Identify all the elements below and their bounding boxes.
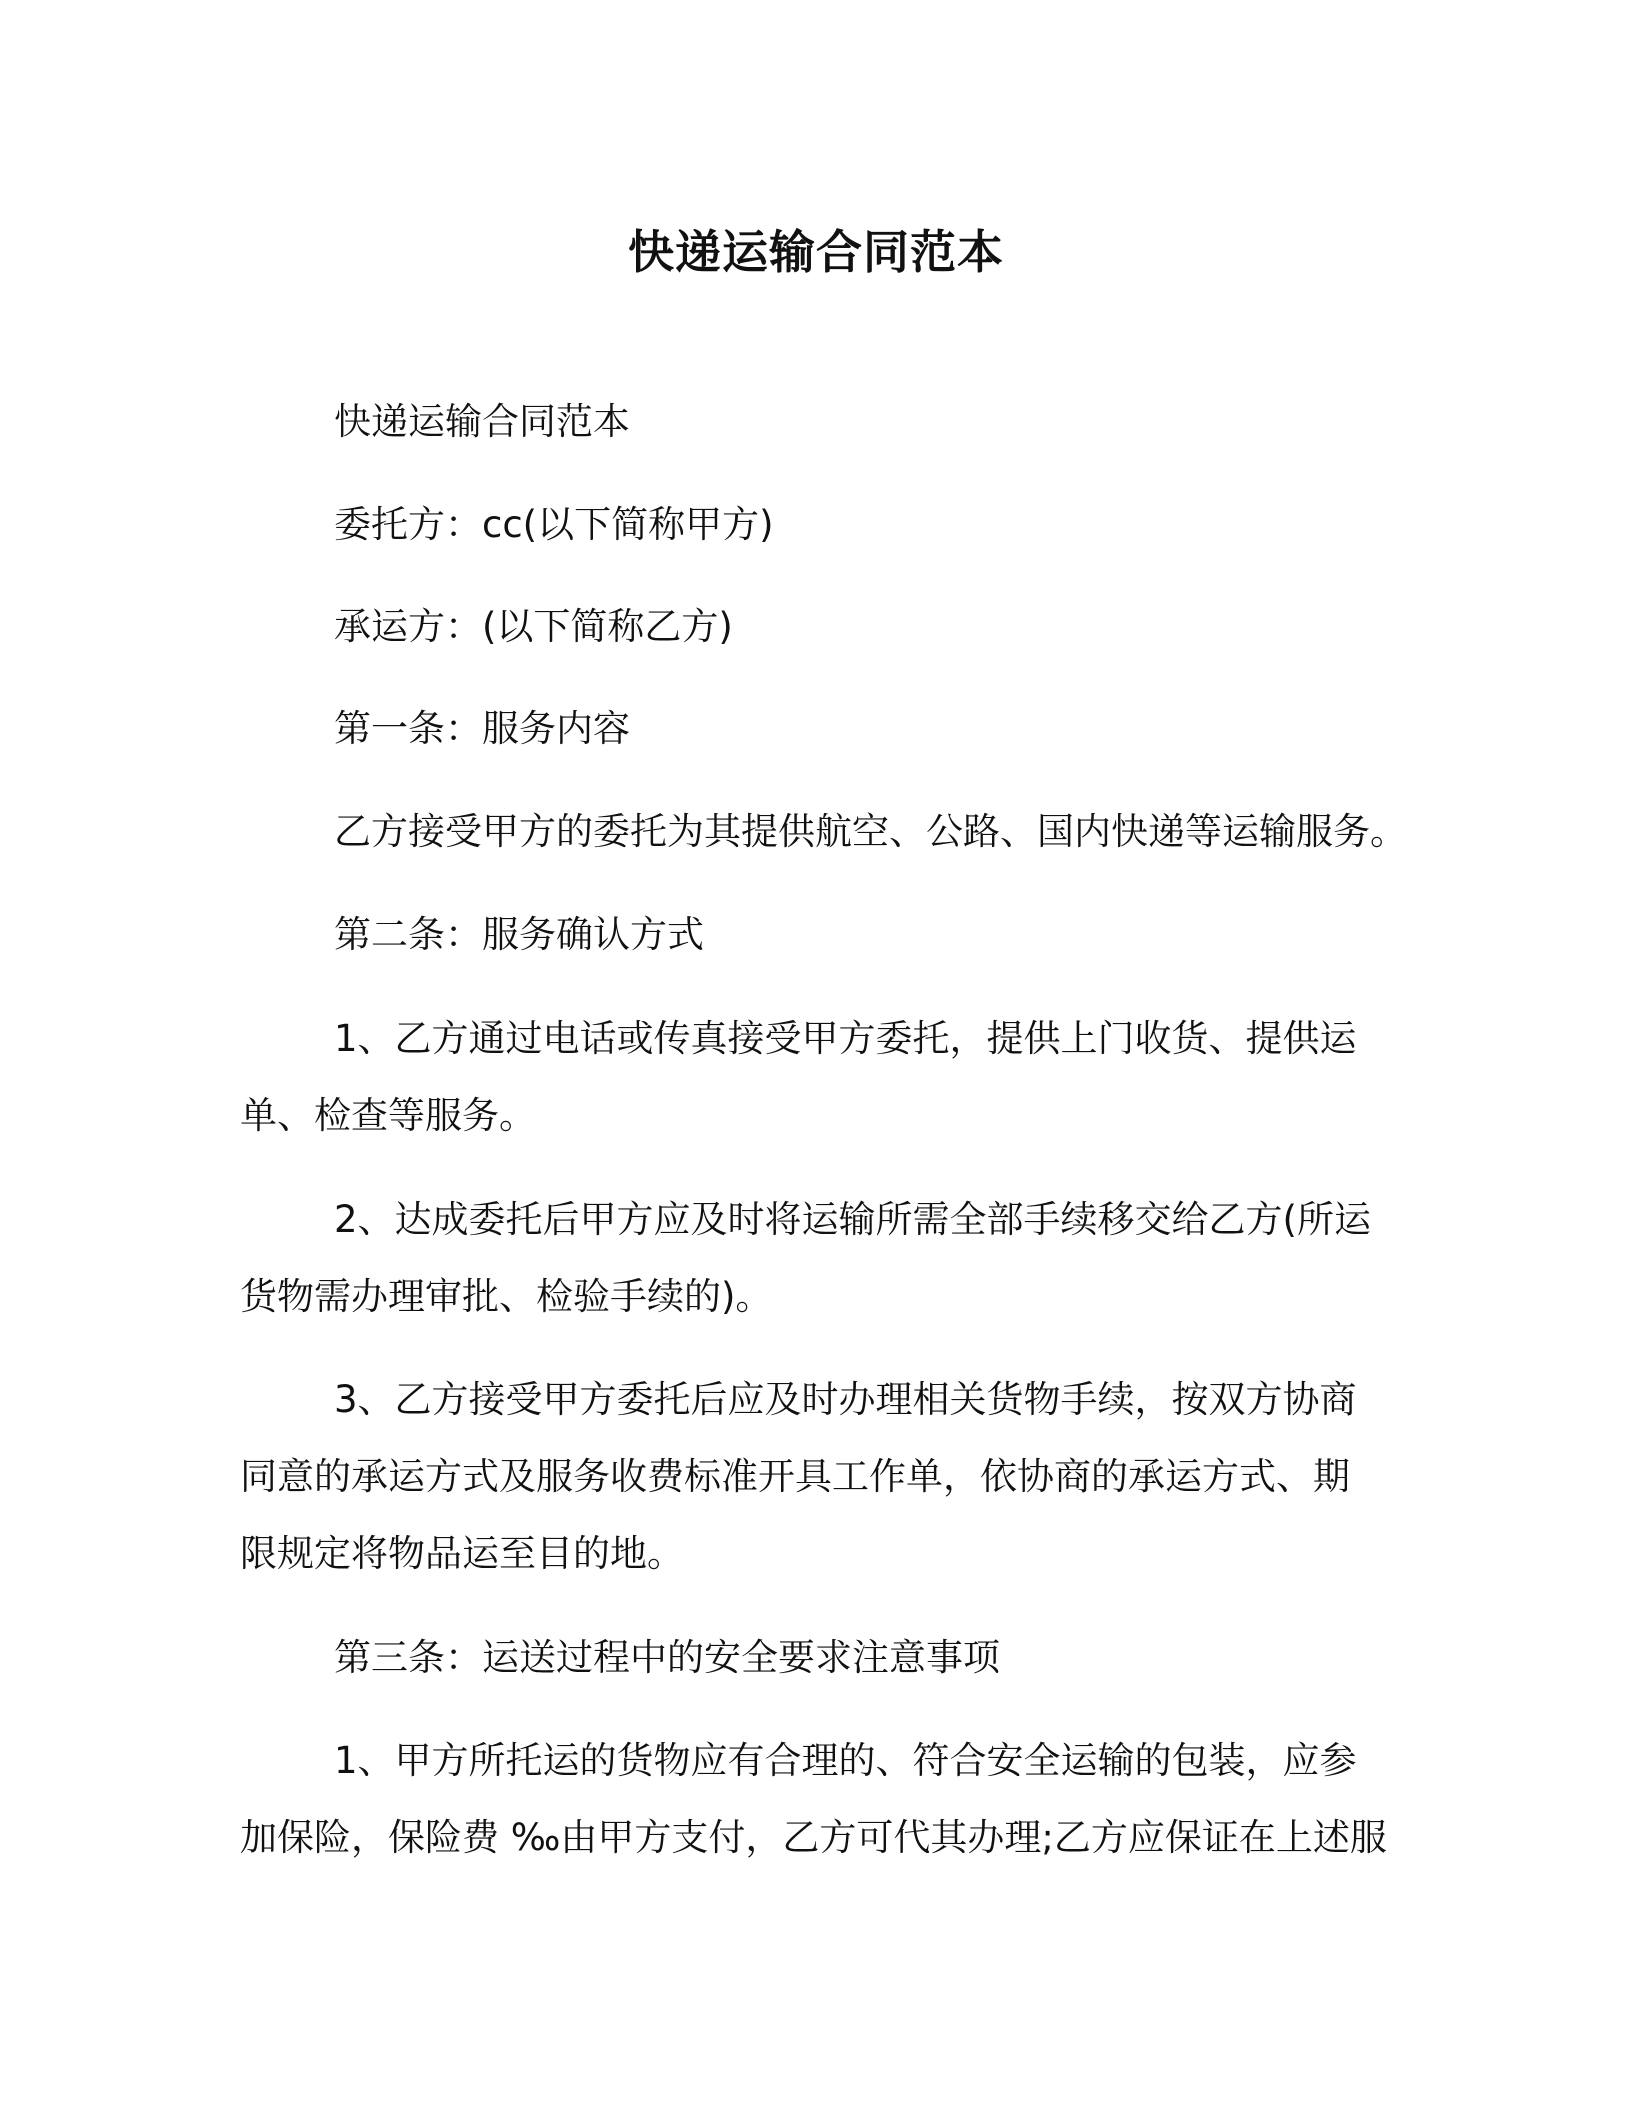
clause-2-2-line-2: 货物需办理审批、检验手续的)。	[240, 1275, 773, 1318]
clause-3-1-line-2: 加保险，保险费 ‰由甲方支付，乙方可代其办理;乙方应保证在上述服	[240, 1816, 1387, 1859]
clause-2-3-line-1: 3、乙方接受甲方委托后应及时办理相关货物手续，按双方协商	[334, 1378, 1357, 1421]
article-1-heading: 第一条：服务内容	[334, 707, 630, 750]
clause-3-1-line-1: 1、甲方所托运的货物应有合理的、符合安全运输的包装，应参	[334, 1739, 1357, 1782]
client-line: 委托方：cc(以下简称甲方)	[334, 503, 774, 546]
clause-2-1-line-2: 单、检查等服务。	[240, 1094, 536, 1137]
clause-2-3-line-3: 限规定将物品运至目的地。	[240, 1532, 684, 1575]
article-3-heading: 第三条：运送过程中的安全要求注意事项	[334, 1636, 1000, 1679]
clause-2-1-line-1: 1、乙方通过电话或传真接受甲方委托，提供上门收货、提供运	[334, 1017, 1357, 1060]
article-1-body: 乙方接受甲方的委托为其提供航空、公路、国内快递等运输服务。	[334, 810, 1407, 853]
clause-2-3-line-2: 同意的承运方式及服务收费标准开具工作单，依协商的承运方式、期	[240, 1455, 1350, 1498]
article-2-heading: 第二条：服务确认方式	[334, 913, 704, 956]
subtitle-line: 快递运输合同范本	[334, 400, 630, 443]
clause-2-2-line-1: 2、达成委托后甲方应及时将运输所需全部手续移交给乙方(所运	[334, 1198, 1371, 1241]
document-title: 快递运输合同范本	[628, 225, 1004, 279]
carrier-line: 承运方：(以下简称乙方)	[334, 605, 733, 648]
